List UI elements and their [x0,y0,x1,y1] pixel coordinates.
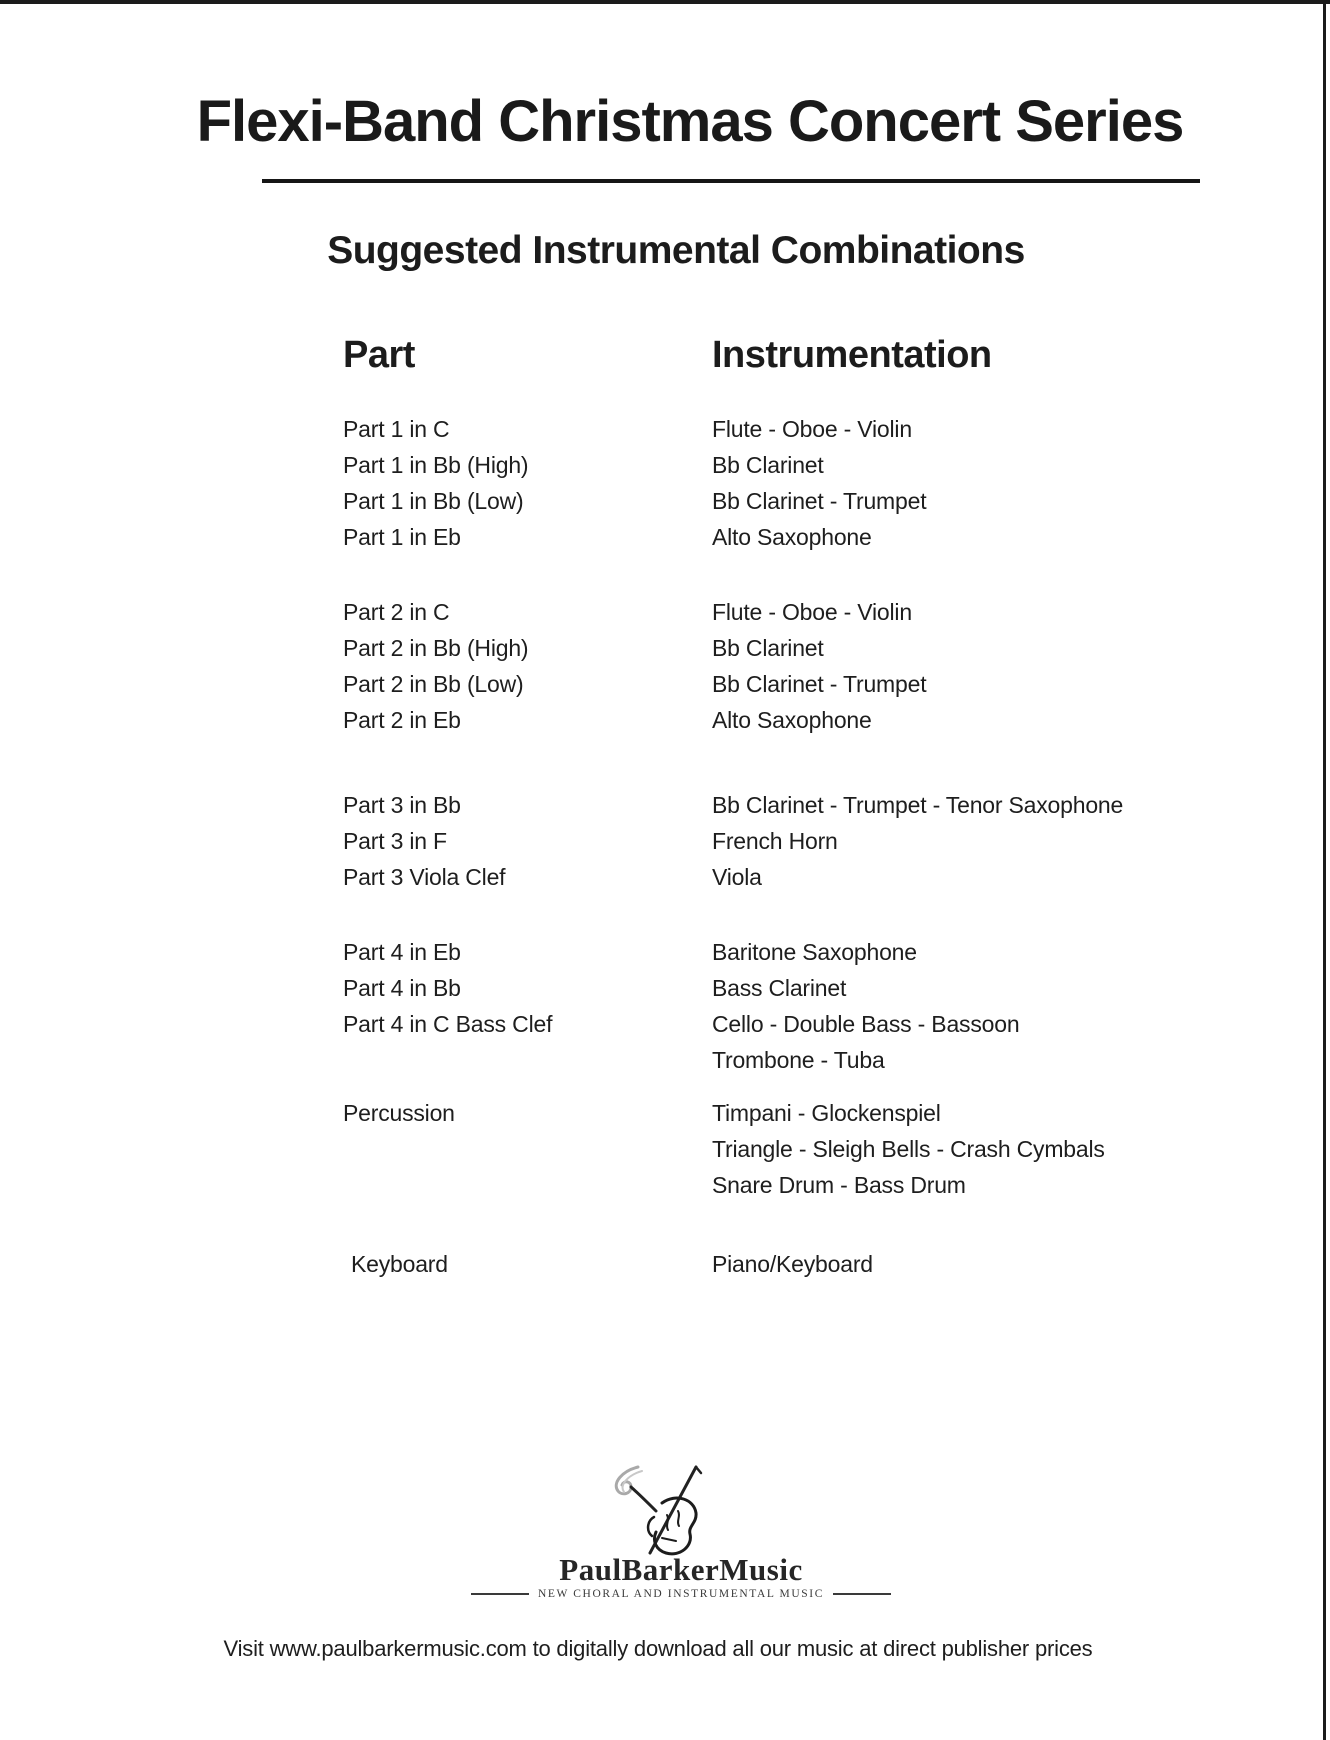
instrumentation-cell: Timpani - Glockenspiel [712,1100,941,1126]
part-cell: Part 4 in Bb [343,975,461,1001]
table-row [343,1006,1183,1042]
instrumentation-cell: Alto Saxophone [712,524,872,550]
table-row [343,483,1183,519]
instrumentation-cell: Bb Clarinet - Trumpet [712,488,927,514]
part-group [343,411,1183,555]
parts-table-body [343,411,1183,1282]
instrumentation-cell: Bb Clarinet [712,635,824,661]
table-row [343,630,1183,666]
page-subtitle: Suggested Instrumental Combinations [327,229,1025,272]
instrumentation-cell: Bb Clarinet - Trumpet - Tenor Saxophone [712,792,1124,818]
part-group [343,787,1183,895]
table-row [343,594,1183,630]
instrumentation-cell: Viola [712,864,762,890]
logo-tagline [32,1588,1330,1600]
part-group [343,1095,1183,1203]
part-column-header: Part [343,334,415,376]
part-cell: Part 1 in C [343,416,450,442]
part-cell: Part 2 in C [343,599,450,625]
part-cell: Part 3 Viola Clef [343,864,506,890]
instrumentation-cell: Trombone - Tuba [712,1047,885,1073]
table-row [343,1131,1183,1167]
table-row [343,787,1183,823]
table-row [343,666,1183,702]
table-row [343,859,1183,895]
instrumentation-cell: Flute - Oboe - Violin [712,416,912,442]
instrumentation-cell: Flute - Oboe - Violin [712,599,912,625]
table-row [343,970,1183,1006]
part-cell: Part 4 in C Bass Clef [343,1011,553,1037]
instrumentation-cell: Piano/Keyboard [712,1251,873,1277]
title-underline [262,179,1200,183]
part-cell: Part 1 in Eb [343,524,461,550]
table-row [343,1167,1183,1203]
part-cell: Percussion [343,1100,455,1126]
instrumentation-cell: Bb Clarinet [712,452,824,478]
scan-edge-top [0,0,1330,4]
part-cell: Part 3 in F [343,828,447,854]
instrumentation-cell: Triangle - Sleigh Bells - Crash Cymbals [712,1136,1105,1162]
table-row [343,702,1183,738]
table-row [343,1042,1183,1078]
part-cell: Part 2 in Eb [343,707,461,733]
part-cell: Part 1 in Bb (Low) [343,488,524,514]
table-row [343,519,1183,555]
logo-wordmark: PaulBarkerMusic [559,1552,803,1587]
tagline-text: NEW CHORAL AND INSTRUMENTAL MUSIC [538,1588,824,1600]
table-column-headers [343,333,992,377]
part-cell: Part 3 in Bb [343,792,461,818]
instrumentation-cell: Bb Clarinet - Trumpet [712,671,927,697]
instrumentation-column-header: Instrumentation [712,334,992,376]
part-cell: Keyboard [351,1251,448,1277]
table-row [343,1095,1183,1131]
part-group [343,594,1183,738]
page-title: Flexi-Band Christmas Concert Series [196,89,1184,154]
part-cell [343,1131,712,1167]
instrumentation-cell: Snare Drum - Bass Drum [712,1172,966,1198]
part-cell: Part 2 in Bb (Low) [343,671,524,697]
table-row [343,1246,1183,1282]
part-cell: Part 4 in Eb [343,939,461,965]
tagline-dash-left [471,1593,529,1595]
part-group [343,1246,1183,1282]
table-row [343,411,1183,447]
part-cell: Part 1 in Bb (High) [343,452,529,478]
table-row [343,823,1183,859]
tagline-dash-right [833,1593,891,1595]
instrumentation-cell: Cello - Double Bass - Bassoon [712,1011,1020,1037]
instrumentation-cell: French Horn [712,828,838,854]
table-row [343,447,1183,483]
violin-and-bow-icon [604,1461,724,1561]
instrumentation-cell: Bass Clarinet [712,975,847,1001]
part-cell: Part 2 in Bb (High) [343,635,529,661]
instrumentation-cell: Alto Saxophone [712,707,872,733]
footer-note: Visit www.paulbarkermusic.com to digitally download all our music at direct publisher prices [223,1636,1093,1661]
instrumentation-cell: Baritone Saxophone [712,939,917,965]
part-cell [343,1042,712,1078]
part-group [343,934,1183,1078]
table-row [343,934,1183,970]
part-cell [343,1167,712,1203]
